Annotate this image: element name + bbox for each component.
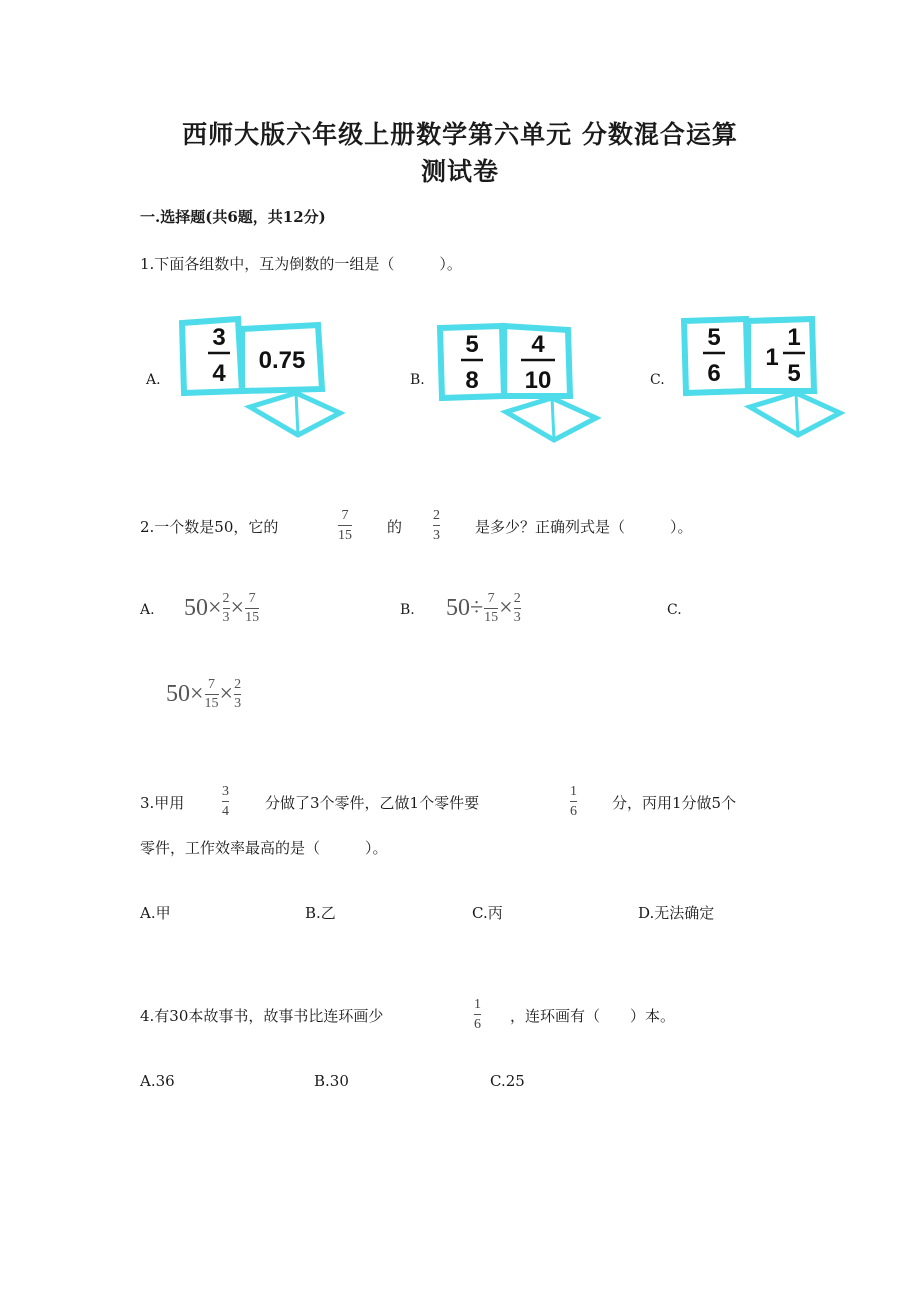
question-4-part1: 4.有30本故事书，故事书比连环画少 [140, 1007, 384, 1025]
q3-fraction-1-den: 4 [222, 804, 229, 819]
q1-option-a-label[interactable]: A. [146, 372, 161, 388]
q4-option-b[interactable]: B.30 [314, 1072, 349, 1090]
q4-option-a[interactable]: A.36 [140, 1072, 175, 1090]
q2-option-b-formula[interactable]: 50÷ 7 15 × 2 3 [446, 591, 521, 625]
q2-option-b-label[interactable]: B. [400, 602, 415, 618]
q2-fraction-2-den: 3 [433, 528, 440, 543]
q2-fraction-2 [433, 508, 440, 543]
question-3-line2: 零件，工作效率最高的是（ ）。 [140, 839, 388, 857]
q3-fraction-1 [222, 784, 229, 819]
q1-c-right-denominator: 5 [787, 360, 801, 387]
q1-option-b-book-icon[interactable] [432, 320, 642, 460]
q1-c-left-numerator: 5 [707, 324, 721, 351]
q1-b-left-denominator: 8 [465, 367, 479, 394]
q1-b-left-numerator: 5 [465, 331, 479, 358]
question-2-part1: 2.一个数是50，它的 [140, 518, 279, 536]
q1-b-right-numerator: 4 [531, 331, 545, 358]
q1-option-c-label[interactable]: C. [650, 372, 665, 388]
q4-fraction-1-num: 1 [474, 997, 481, 1012]
q3-option-a[interactable]: A.甲 [140, 904, 171, 922]
q3-fraction-2 [570, 784, 577, 819]
q4-option-c[interactable]: C.25 [490, 1072, 525, 1090]
q1-a-numerator: 3 [212, 324, 226, 351]
question-4-part2: ，连环画有（ ）本。 [510, 1007, 676, 1025]
q4-fraction-1 [474, 997, 481, 1032]
q1-c-left-denominator: 6 [707, 360, 721, 387]
q1-c-whole: 1 [765, 344, 779, 371]
q1-a-denominator: 4 [212, 360, 226, 387]
q1-c-right-numerator: 1 [787, 324, 801, 351]
q3-option-b[interactable]: B.乙 [305, 904, 336, 922]
question-1-text: 1.下面各组数中，互为倒数的一组是（ ）。 [140, 255, 462, 273]
q1-a-decimal: 0.75 [258, 347, 306, 374]
section-header: 一.选择题(共6题，共12分) [140, 208, 326, 226]
q2-option-c-label[interactable]: C. [667, 602, 682, 618]
q2-option-a-formula[interactable]: 50× 2 3 × 7 15 [184, 591, 260, 625]
question-2-part2: 的 [387, 518, 403, 536]
q2-option-a-label[interactable]: A. [140, 602, 155, 618]
question-3-part2: 分做了3个零件，乙做1个零件要 [265, 794, 480, 812]
q3-fraction-2-num: 1 [570, 784, 577, 799]
q1-b-right-denominator: 10 [524, 367, 552, 394]
q3-fraction-1-num: 3 [222, 784, 229, 799]
q1-option-c-book-icon[interactable] [676, 315, 886, 455]
question-3-part3: 分，丙用1分做5个 [612, 794, 737, 812]
q2-fraction-1 [338, 508, 352, 543]
page-subtitle: 测试卷 [420, 157, 499, 186]
q3-fraction-2-den: 6 [570, 804, 577, 819]
q2-fraction-1-num: 7 [341, 508, 349, 523]
page-title: 西师大版六年级上册数学第六单元 分数混合运算 [182, 120, 738, 149]
q3-option-c[interactable]: C.丙 [472, 904, 503, 922]
q2-fraction-2-num: 2 [433, 508, 440, 523]
q1-option-b-label[interactable]: B. [410, 372, 425, 388]
q1-option-a-book-icon[interactable] [170, 315, 380, 455]
question-2-part3: 是多少？正确列式是（ ）。 [475, 518, 693, 536]
q4-fraction-1-den: 6 [474, 1017, 481, 1032]
question-3-part1: 3.甲用 [140, 794, 185, 812]
q2-option-c-formula[interactable]: 50× 7 15 × 2 3 [166, 677, 242, 711]
q3-option-d[interactable]: D.无法确定 [638, 904, 715, 922]
q2-fraction-1-den: 15 [338, 528, 352, 543]
